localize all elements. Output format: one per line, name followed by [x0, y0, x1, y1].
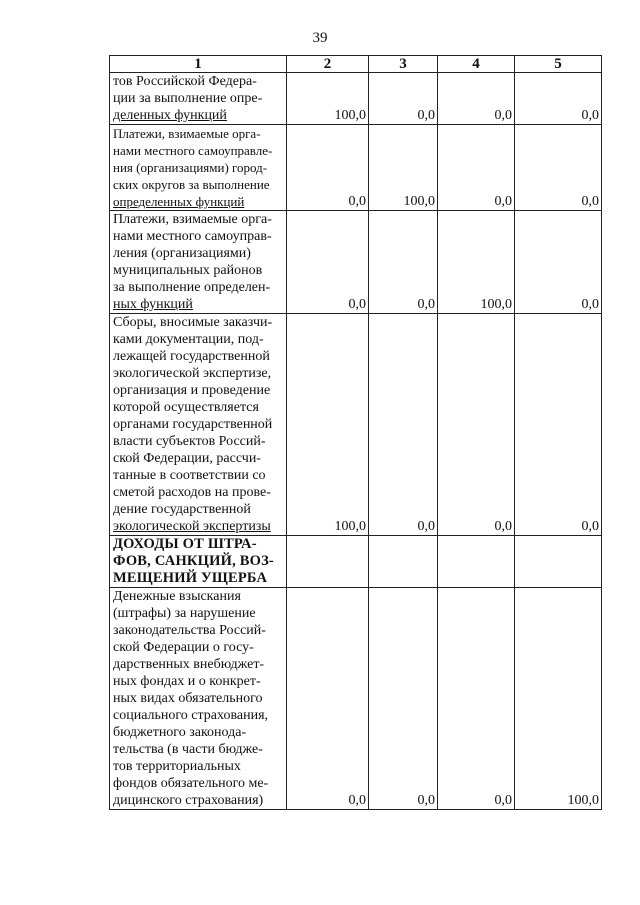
- budget-table: [109, 55, 602, 810]
- description-line: экологической экспертизе,: [113, 366, 272, 381]
- column-header-4: 4: [438, 56, 515, 73]
- value-cell: 0,0: [438, 588, 515, 810]
- table-row: [110, 314, 602, 536]
- description-line: дицинского страхования): [113, 793, 264, 808]
- value-cell: 0,0: [287, 588, 369, 810]
- value-cell: 0,0: [515, 125, 602, 211]
- description-line: организация и проведение: [113, 383, 271, 398]
- description-line: Сборы, вносимые заказчи-: [113, 315, 273, 330]
- value-cell: [438, 536, 515, 588]
- column-header-3: 3: [369, 56, 438, 73]
- description-line: ФОВ, САНКЦИЙ, ВОЗ-: [113, 553, 274, 569]
- value-cell: 0,0: [287, 211, 369, 314]
- table-row: [110, 73, 602, 125]
- description-line: органами государственной: [113, 417, 273, 432]
- description-line: за выполнение определен-: [113, 280, 271, 295]
- description-line: определенных функций: [113, 194, 245, 209]
- description-line: бюджетного законода-: [113, 725, 247, 740]
- description-line: фондов обязательного ме-: [113, 776, 269, 791]
- value-cell: 0,0: [515, 314, 602, 536]
- description-line: ДОХОДЫ ОТ ШТРА-: [113, 536, 257, 552]
- description-line: ния (организациями) город-: [113, 160, 268, 175]
- value-cell: 0,0: [515, 211, 602, 314]
- description-line: ции за выполнение опре-: [113, 91, 263, 106]
- table-row: [110, 125, 602, 211]
- description-line: тов территориальных: [113, 759, 241, 774]
- value-cell: 100,0: [515, 588, 602, 810]
- row-description: [110, 125, 287, 211]
- description-line: дарственных внебюджет-: [113, 657, 265, 672]
- section-title: [110, 536, 287, 588]
- description-line: тельства (в части бюдже-: [113, 742, 263, 757]
- value-cell: [515, 536, 602, 588]
- description-line: Платежи, взимаемые орга-: [113, 126, 261, 141]
- column-header-5: 5: [515, 56, 602, 73]
- description-line: Денежные взыскания: [113, 589, 241, 604]
- description-line: ных видах обязательного: [113, 691, 263, 706]
- value-cell: 100,0: [369, 125, 438, 211]
- value-cell: 0,0: [515, 73, 602, 125]
- section-header-row: [110, 536, 602, 588]
- description-line: дение государственной: [113, 502, 251, 517]
- description-line: ских округов за выполнение: [113, 177, 270, 192]
- description-line: законодательства Россий-: [113, 623, 266, 638]
- description-line: ской Федерации о госу-: [113, 640, 254, 655]
- description-line: экологической экспертизы: [113, 519, 271, 534]
- description-line: ления (организациями): [113, 246, 251, 261]
- value-cell: [369, 536, 438, 588]
- value-cell: 100,0: [287, 314, 369, 536]
- description-line: (штрафы) за нарушение: [113, 606, 256, 621]
- description-line: ской Федерации, рассчи-: [113, 451, 261, 466]
- description-line: ных функций: [113, 297, 193, 312]
- description-line: МЕЩЕНИЙ УЩЕРБА: [113, 570, 268, 586]
- value-cell: 0,0: [369, 588, 438, 810]
- description-line: нами местного самоуправле-: [113, 143, 273, 158]
- value-cell: 0,0: [369, 73, 438, 125]
- value-cell: 0,0: [287, 125, 369, 211]
- page-number: 39: [312, 30, 328, 46]
- table-row: [110, 588, 602, 810]
- description-line: власти субъектов Россий-: [113, 434, 266, 449]
- row-description: [110, 211, 287, 314]
- description-line: лежащей государственной: [113, 349, 270, 364]
- value-cell: [287, 536, 369, 588]
- description-line: танные в соответствии со: [113, 468, 266, 483]
- value-cell: 0,0: [438, 314, 515, 536]
- value-cell: 100,0: [438, 211, 515, 314]
- column-header-1: 1: [110, 56, 287, 73]
- description-line: социального страхования,: [113, 708, 269, 723]
- value-cell: 0,0: [369, 211, 438, 314]
- value-cell: 0,0: [438, 73, 515, 125]
- description-line: деленных функций: [113, 108, 227, 123]
- description-line: которой осуществляется: [113, 400, 259, 415]
- row-description: [110, 73, 287, 125]
- table-header-row: [110, 56, 602, 73]
- row-description: [110, 588, 287, 810]
- description-line: Платежи, взимаемые орга-: [113, 212, 272, 227]
- description-line: нами местного самоуправ-: [113, 229, 272, 244]
- description-line: сметой расходов на прове-: [113, 485, 271, 500]
- value-cell: 100,0: [287, 73, 369, 125]
- column-header-2: 2: [287, 56, 369, 73]
- value-cell: 0,0: [369, 314, 438, 536]
- description-line: муниципальных районов: [113, 263, 263, 278]
- value-cell: 0,0: [438, 125, 515, 211]
- table-row: [110, 211, 602, 314]
- description-line: ками документации, под-: [113, 332, 264, 347]
- description-line: ных фондах и о конкрет-: [113, 674, 261, 689]
- row-description: [110, 314, 287, 536]
- description-line: тов Российской Федера-: [113, 74, 257, 89]
